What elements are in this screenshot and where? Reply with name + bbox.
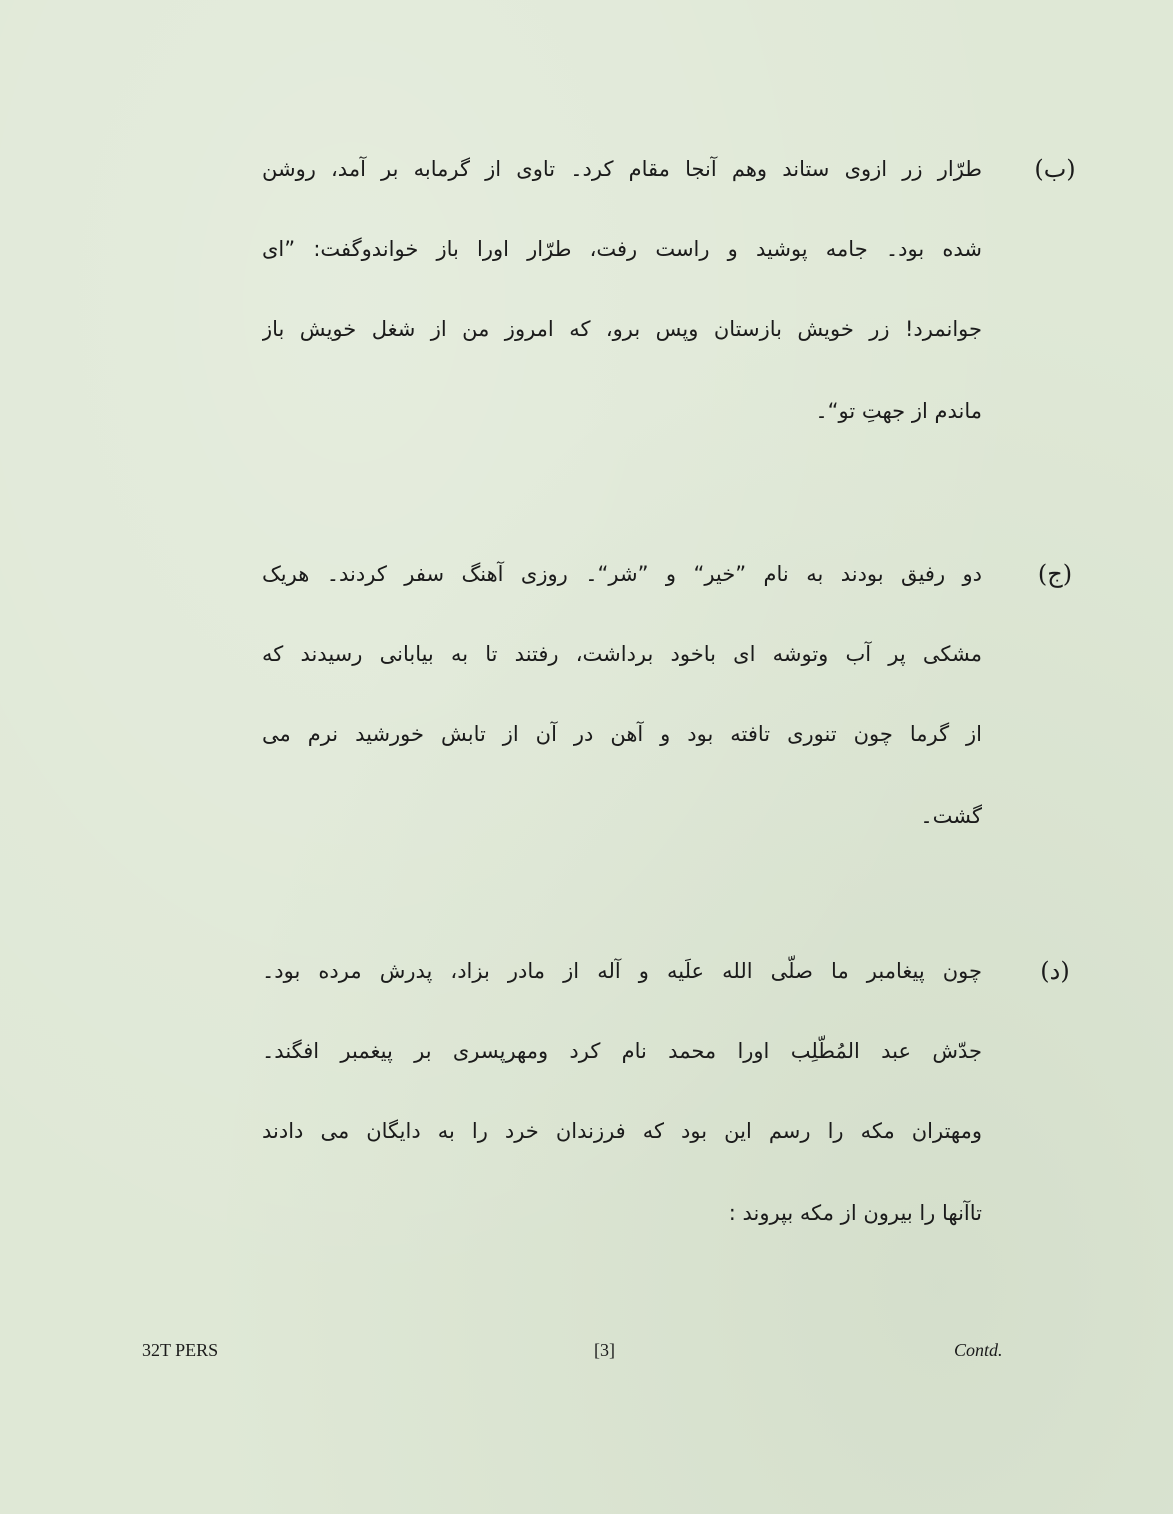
passage-line: جدّش عبد المُطّلِب اورا محمد نام کرد ومهرپسری بر پیغمبر افگند۔	[262, 1039, 982, 1063]
passage-line: ومهتران مکه را رسم این بود که فرزندان خرد را به دایگان می دادند	[262, 1119, 982, 1143]
passage-line: ماندم از جهتِ تو“۔	[815, 399, 982, 423]
passage-line: تاآنها را بیرون از مکه بپروند :	[728, 1201, 982, 1225]
question-label: (د)	[1040, 957, 1070, 985]
passage-line: از گرما چون تنوری تافته بود و آهن در آن از تابش خورشید نرم می	[262, 722, 982, 746]
paper-code: 32T PERS	[142, 1340, 219, 1360]
page-footer	[0, 1332, 1173, 1368]
passage-line: گشت۔	[920, 804, 982, 828]
question-label: (ب)	[1034, 155, 1076, 183]
continued-note: Contd.	[954, 1340, 1003, 1360]
question-label: (ج)	[1037, 560, 1073, 588]
passage-line: چون پیغامبر ما صلّی الله علَیه و آله از مادر بزاد، پدرش مرده بود۔	[262, 959, 982, 983]
passage-line: شده بود۔ جامه پوشید و راست رفت، طرّار اورا باز خواندوگفت: ”ای	[262, 237, 982, 261]
passage-line: دو رفیق بودند به نام ”خیر“ و ”شر“۔ روزی آهنگ سفر کردند۔ هریک	[262, 562, 982, 586]
passage-line: طرّار زر ازوی ستاند وهم آنجا مقام کرد۔ تاوی از گرمابه بر آمد، روشن	[262, 157, 982, 181]
passage-line: جوانمرد! زر خویش بازستان وپس برو، که امروز من از شغل خویش باز	[262, 317, 982, 341]
page-number: [3]	[594, 1340, 615, 1360]
passage-line: مشکی پر آب وتوشه ای باخود برداشت، رفتند تا به بیابانی رسیدند که	[262, 642, 982, 666]
